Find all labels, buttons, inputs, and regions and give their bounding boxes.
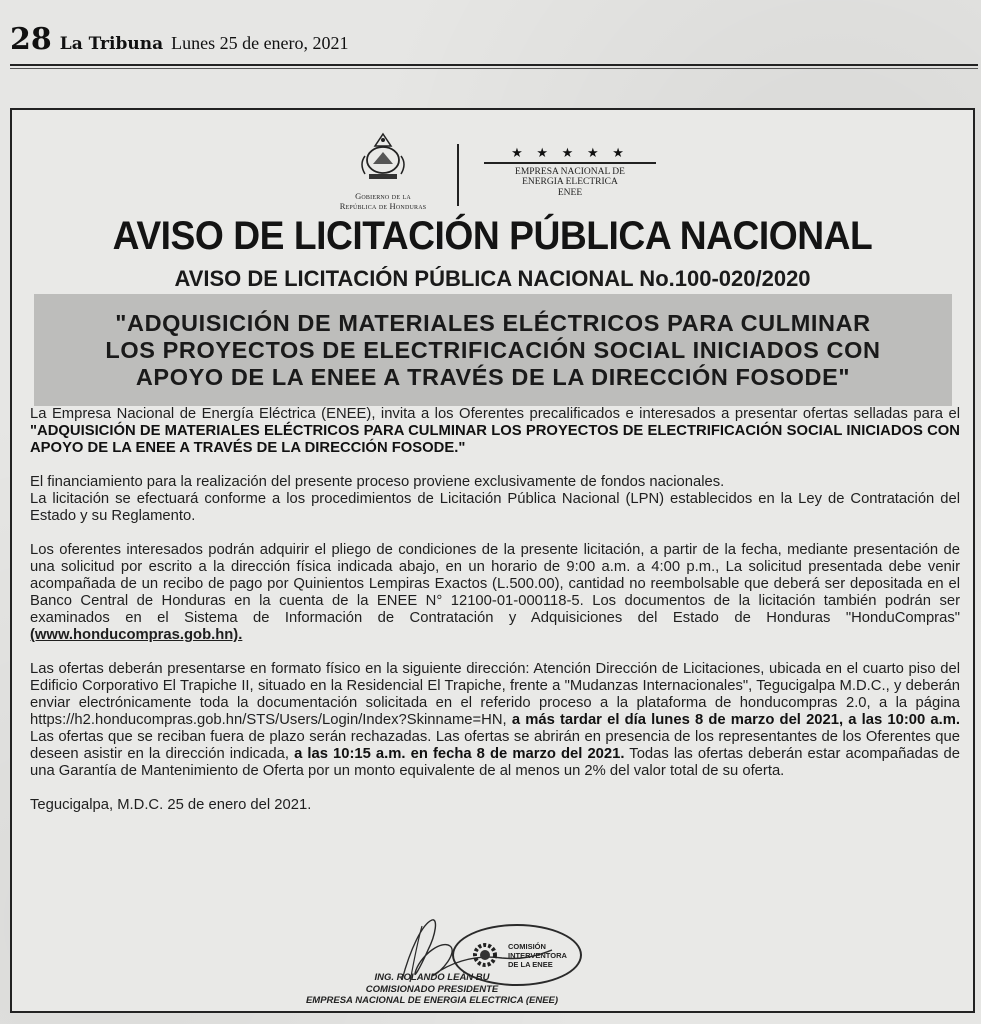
- seal-line-1: COMISIÓN: [508, 941, 546, 951]
- government-line-2: República de Honduras: [339, 201, 427, 211]
- signatory-role: COMISIONADO PRESIDENTE: [365, 983, 499, 995]
- project-title-line-3: APOYO DE LA ENEE A TRAVÉS DE LA DIRECCIÓN FOSODE": [135, 363, 851, 390]
- masthead-rule: [10, 64, 978, 66]
- invitation-bold: "ADQUISICIÓN DE MATERIALES ELÉCTRICOS PARA CULMINAR LOS PROYECTOS DE ELECTRIFICACIÓN SOCIAL INICIADOS CON APOYO DE LA ENEE A TRAVÉS DE LA DIRECCIÓN FOSODE.": [30, 423, 960, 456]
- enee-logo: [475, 146, 665, 198]
- paragraph-financing: [30, 474, 960, 525]
- signature-block: [282, 910, 622, 1010]
- logo-header: [12, 124, 973, 216]
- signatory: [282, 972, 582, 1007]
- paragraph-submission: [30, 661, 960, 780]
- invitation-text: La Empresa Nacional de Energía Eléctrica (ENEE), invita a los Oferentes precalificados e interesados a presentar ofertas selladas para el: [30, 406, 960, 422]
- masthead: [10, 22, 349, 62]
- tender-notice-ad: [10, 108, 975, 1013]
- enee-line-3: ENEE: [557, 187, 583, 198]
- project-title-line-2: LOS PROYECTOS DE ELECTRIFICACIÓN SOCIAL INICIADOS CON: [105, 336, 881, 363]
- paragraph-acquisition: [30, 542, 960, 644]
- enee-logo-text: [475, 167, 665, 199]
- notice-subtitle: AVISO DE LICITACIÓN PÚBLICA NACIONAL No.100-020/2020: [174, 266, 811, 291]
- masthead-rule-thin: [10, 68, 978, 69]
- stars-icon: ★ ★ ★ ★ ★: [511, 145, 629, 160]
- deadline-bold: a más tardar el día lunes 8 de marzo del 2021, a las 10:00 a.m.: [511, 712, 961, 728]
- logo-divider: [457, 144, 459, 206]
- coat-of-arms-icon: [355, 130, 411, 186]
- project-title: [105, 310, 880, 391]
- seal-text: [508, 942, 567, 969]
- project-title-line-1: "ADQUISICIÓN DE MATERIALES ELÉCTRICOS PARA CULMINAR: [115, 309, 871, 336]
- closing-date: Tegucigalpa, M.D.C. 25 de enero del 2021.: [30, 797, 312, 813]
- acquisition-text: Los oferentes interesados podrán adquirir el pliego de condiciones de la presente licitación, a partir de la fecha, mediante presentación de una solicitud por escrito a la dirección física indicada abajo, en un horario de 9:00 a.m. a 4:00 p.m., La solicitud presentada debe venir acompañada de un recibo de pago por Quinientos Lempiras Exactos (L.500.00), cantidad no reembolsable que deberá ser depositada en el Banco Central de Honduras en la cuenta de la ENEE N° 12100-01-000118-5. Los documentos de la licitación también podrán ser examinados en el Sistema de Información de Contratación y Adquisiciones del Estado de Honduras "HonduCompras": [30, 542, 960, 626]
- submission-text-1: Las ofertas deberán presentarse en formato físico en la siguiente dirección: Atención Dirección de Licitaciones, ubicada en el cuarto piso del Edificio Corporativo El Trapiche II, situado en la Residencial El Trapiche, frente a "Mudanzas Internacionales", Tegucigalpa M.D.C., y deberán enviar electrónicamente toda la documentación solicitada en el referido proceso a la plataforma de honducompras 2.0, a la página https://h2.honducompras.gob.hn/STS/Users/Login/Index?Skinname=HN,: [30, 661, 960, 728]
- seal-line-2: INTERVENTORA: [508, 950, 567, 960]
- enee-line-2: ENERGIA ELECTRICA: [522, 177, 618, 187]
- page-number: 28: [10, 22, 52, 57]
- project-title-band: [34, 294, 952, 406]
- enee-line-1: EMPRESA NACIONAL DE: [515, 166, 625, 177]
- signatory-name: ING. ROLANDO LEÁN BU: [374, 972, 490, 983]
- notice-title: AVISO DE LICITACIÓN PÚBLICA NACIONAL: [112, 214, 873, 258]
- financing-text: El financiamiento para la realización del presente proceso proviene exclusivamente de fondos nacionales.: [30, 474, 725, 490]
- signatory-org: EMPRESA NACIONAL DE ENERGIA ELECTRICA (ENEE): [305, 995, 559, 1006]
- procedure-text: La licitación se efectuará conforme a los procedimientos de Licitación Pública Nacional (LPN) establecidos en la Ley de Contratación del Estado y su Reglamento.: [30, 491, 960, 524]
- newspaper-name: La Tribuna: [59, 34, 164, 54]
- enee-rule: [484, 162, 656, 164]
- notice-body: [30, 406, 960, 831]
- seal-line-3: DE LA ENEE: [508, 959, 553, 969]
- opening-bold: a las 10:15 a.m. en fecha 8 de marzo del 2021.: [294, 746, 625, 762]
- government-logo-text: [308, 191, 458, 211]
- paragraph-invitation: [30, 406, 960, 457]
- gear-icon: [468, 938, 502, 972]
- government-line-1: Gobierno de la: [355, 191, 411, 201]
- publication-date: Lunes 25 de enero, 2021: [171, 33, 349, 53]
- honducompras-link[interactable]: (www.honducompras.gob.hn).: [30, 627, 243, 643]
- government-logo: [308, 130, 458, 211]
- submission-text-3: Todas las ofertas deberán estar acompañadas de una Garantía de Mantenimiento de Oferta por un monto equivalente de al menos un 2% del valor total de su oferta.: [30, 746, 960, 779]
- submission-text-2: Las ofertas que se reciban fuera de plazo serán rechazadas. Las ofertas se abrirán en presencia de los representantes de los Oferentes que deseen asistir en la dirección indicada,: [30, 729, 960, 762]
